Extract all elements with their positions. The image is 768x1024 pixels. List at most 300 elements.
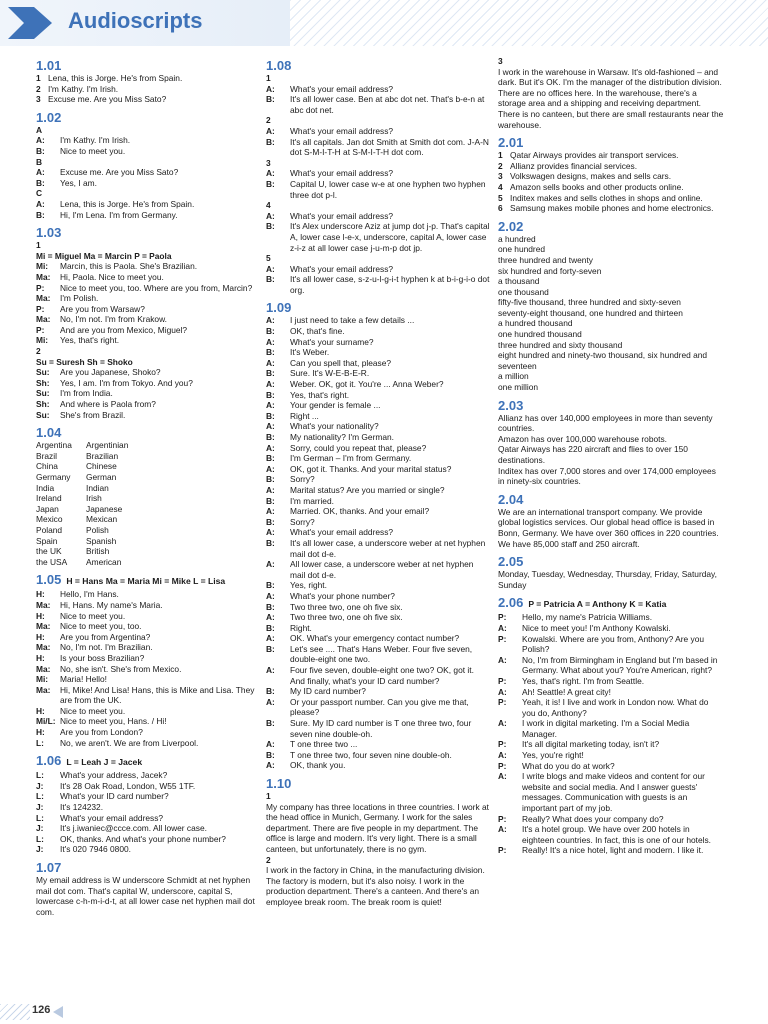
dialogue-text: Yes, right. <box>290 580 327 591</box>
speaker-label: J: <box>36 844 44 855</box>
speaker-label: A: <box>266 263 275 274</box>
dialogue-line <box>36 621 258 632</box>
track-number: 1.07 <box>36 860 62 875</box>
audioscript-section <box>498 219 724 393</box>
table-row <box>36 440 128 451</box>
item-text: Samsung makes mobile phones and home electronics. <box>510 203 714 214</box>
dialogue-line <box>266 347 490 358</box>
dialogue-text: No, she isn't. She's from Mexico. <box>60 663 182 674</box>
dialogue-line <box>36 378 258 389</box>
dialogue-text: Nice to meet you. <box>60 705 126 716</box>
speaker-label: A: <box>266 739 275 750</box>
dialogue-line <box>266 337 490 348</box>
subheading: 1 <box>266 73 271 83</box>
section-heading <box>498 595 724 612</box>
speaker-label: Ma: <box>36 621 51 632</box>
dialogue-text: I'm married. <box>290 495 334 506</box>
dialogue-text: Sorry? <box>290 474 315 485</box>
dialogue-text: It's 020 7946 0800. <box>60 844 131 855</box>
dialogue-text: She's from Brazil. <box>60 409 126 420</box>
footer-hatch-pattern <box>0 1004 30 1020</box>
item-text: Lena, this is Jorge. He's from Spain. <box>48 73 183 83</box>
dialogue-line <box>266 379 490 390</box>
dialogue-text: What's your email address? <box>290 210 394 221</box>
dialogue-text: Marcin, this is Paola. She's Brazilian. <box>60 261 198 272</box>
speaker-label: P: <box>498 675 507 686</box>
dialogue-text: What's your email address? <box>290 125 394 136</box>
paragraph-text: six hundred and forty-seven <box>498 265 602 276</box>
speaker-label: H: <box>36 727 45 738</box>
dialogue-line <box>266 686 490 697</box>
country-cell: India <box>36 482 55 493</box>
speaker-label: B: <box>266 622 275 633</box>
dialogue-text: I just need to take a few details ... <box>290 315 415 326</box>
nationality-cell: Brazilian <box>86 450 119 461</box>
dialogue-text: Nice to meet you! I'm Anthony Kowalski. <box>522 622 671 633</box>
dialogue-text: Hi, Mike! And Lisa! Hans, this is Mike and Lisa. They are from the UK. <box>60 684 255 706</box>
audioscript-section <box>498 554 724 590</box>
table-row <box>36 472 128 483</box>
dialogue-text: Right ... <box>290 410 319 421</box>
track-number: 1.10 <box>266 776 292 791</box>
nationality-cell: Spanish <box>86 535 117 546</box>
dialogue-text: Lena, this is Jorge. He's from Spain. <box>60 198 195 209</box>
speaker-label: B: <box>266 136 275 147</box>
paragraph-text: fifty-five thousand, three hundred and sixty-seven <box>498 297 681 308</box>
paragraph-text: I work in the warehouse in Warsaw. It's old-fashioned – and dark. But it's OK. I'm the manager of the distribution division. There are no offices here. In the warehouse, there's a storage area and a shipping and receiving department. There is no canteen, but there are small restaurants near the warehouse. <box>498 66 724 130</box>
speaker-label: A: <box>36 198 45 209</box>
table-row <box>36 514 128 525</box>
speaker-label: B: <box>266 432 275 442</box>
dialogue-text: Capital U, lower case w-e at one hyphen two hyphen three dot p-l. <box>290 178 486 200</box>
dialogue-line <box>266 718 490 739</box>
paragraph-text: a thousand <box>498 276 540 287</box>
subheading: 3 <box>498 56 503 66</box>
subheading: 2 <box>266 115 271 126</box>
dialogue-line <box>266 126 490 137</box>
country-cell: the UK <box>36 546 62 557</box>
audioscript-section <box>498 595 724 856</box>
dialogue-line <box>36 716 258 727</box>
speaker-label: Ma: <box>36 271 51 282</box>
dialogue-text: Your gender is female ... <box>290 400 381 411</box>
table-row <box>36 525 128 536</box>
track-number: 2.05 <box>498 554 524 570</box>
dialogue-text: Nice to meet you, too. Where are you from, Marcin? <box>60 282 253 293</box>
dialogue-text: I'm Kathy. I'm Irish. <box>60 135 131 146</box>
dialogue-line <box>36 399 258 410</box>
section-heading <box>36 58 258 73</box>
dialogue-line <box>36 834 258 845</box>
dialogue-text: No, I'm from Birmingham in England but I'm based in Germany. What about you? You're American, right? <box>522 654 718 676</box>
audioscript-section <box>36 110 258 220</box>
subheading: 2 <box>266 854 271 865</box>
dialogue-text: Hi, Hans. My name's Maria. <box>60 599 163 610</box>
speaker-label: A: <box>36 167 45 178</box>
speaker-label: Su: <box>36 367 50 378</box>
dialogue-line <box>498 655 724 676</box>
section-heading <box>36 110 258 125</box>
dialogue-line <box>266 633 490 644</box>
speaker-label: A: <box>498 654 507 665</box>
track-number: 2.02 <box>498 218 524 234</box>
dialogue-line <box>36 844 258 855</box>
speaker-label: B: <box>36 145 45 156</box>
speaker-label: J: <box>36 823 44 834</box>
speaker-label: A: <box>266 400 275 411</box>
paragraph-text: We are an international transport company. We provide global logistics services. Our global head office is based in Bonn, Germany. We have over 360 offices in 220 countries. We have 85,000 staff and 250 aircraft. <box>498 506 719 549</box>
paragraph-text: one hundred <box>498 244 546 255</box>
dialogue-text: Yes, that's right. <box>60 335 120 346</box>
subheading: 2 <box>36 346 41 357</box>
dialogue-text: What's your email address? <box>290 83 394 94</box>
speaker-label: B: <box>266 347 275 358</box>
dialogue-line <box>266 760 490 771</box>
item-number: 4 <box>498 181 503 192</box>
dialogue-line <box>266 432 490 443</box>
dialogue-line <box>36 304 258 315</box>
speaker-label: Ma: <box>36 314 51 325</box>
track-number: 2.04 <box>498 491 524 507</box>
dialogue-line <box>266 443 490 454</box>
dialogue-text: All lower case, a underscore weber at net hyphen mail dot d-e. <box>290 559 474 580</box>
dialogue-line <box>36 813 258 824</box>
dialogue-line <box>36 674 258 685</box>
audioscript-section <box>498 56 724 130</box>
dialogue-text: I work in digital marketing. I'm a Social Media Manager. <box>522 718 690 739</box>
paragraph-text: seventy-eight thousand, one hundred and thirteen <box>498 307 683 318</box>
speaker-label: A: <box>498 750 507 761</box>
nationality-cell: Polish <box>86 524 109 535</box>
dialogue-text: Nice to meet you. <box>60 145 126 156</box>
paragraph-text: Qatar Airways has 220 aircraft and flies to over 150 destinations. <box>498 444 688 465</box>
paragraph-text: one hundred thousand <box>498 329 582 340</box>
item-text: Allianz provides financial services. <box>510 160 638 171</box>
section-heading <box>498 492 724 507</box>
speaker-label: P: <box>498 739 507 750</box>
dialogue-text: I'm Polish. <box>60 293 99 304</box>
item-text: Qatar Airways provides air transport services. <box>510 150 679 161</box>
page-header <box>0 0 768 46</box>
paragraph-text: I work in the factory in China, in the manufacturing division. The factory is modern, but it's also noisy. I work in the production department. There's a canteen. And there's an employee break room. The break room is quiet! <box>266 865 485 907</box>
section-heading <box>36 572 258 589</box>
speaker-label: B: <box>266 516 275 527</box>
subheading: B <box>36 156 43 167</box>
speaker-label: P: <box>498 633 507 644</box>
dialogue-text: Are you from Warsaw? <box>60 303 145 314</box>
dialogue-line <box>266 411 490 422</box>
section-heading <box>36 860 258 875</box>
speaker-label: B: <box>266 601 275 612</box>
track-number: 1.08 <box>266 58 292 73</box>
dialogue-line <box>498 739 724 750</box>
dialogue-text: It's 124232. <box>60 802 104 813</box>
dialogue-line <box>498 718 724 739</box>
dialogue-line <box>36 664 258 675</box>
dialogue-text: T one three two, four seven nine double-oh. <box>290 749 452 760</box>
dialogue-line <box>36 791 258 802</box>
section-heading <box>266 776 490 791</box>
speaker-label: B: <box>36 177 45 188</box>
table-row <box>36 451 128 462</box>
subheading: Su = Suresh Sh = Shoko <box>36 356 133 367</box>
dialogue-text: Sure. My ID card number is T one three two, four seven nine double-oh. <box>290 718 472 739</box>
dialogue-text: It's 28 Oak Road, London, W55 1TF. <box>60 780 196 791</box>
subheading: 1 <box>266 791 271 801</box>
dialogue-line <box>36 367 258 378</box>
country-cell: Germany <box>36 472 71 482</box>
dialogue-text: Let's see .... That's Hans Weber. Four five seven, double-eight one two. <box>290 643 473 665</box>
speaker-label: Ma: <box>36 684 51 695</box>
speaker-key: H = Hans Ma = Maria Mi = Mike L = Lisa <box>66 576 226 587</box>
section-heading <box>36 425 258 440</box>
speaker-label: A: <box>266 760 275 771</box>
track-number: 2.01 <box>498 135 524 151</box>
speaker-label: P: <box>498 813 507 824</box>
speaker-label: H: <box>36 589 45 600</box>
dialogue-text: Can you spell that, please? <box>290 357 392 368</box>
speaker-label: J: <box>36 780 44 791</box>
speaker-label: A: <box>266 590 275 601</box>
speaker-label: Ma: <box>36 642 51 653</box>
dialogue-line <box>266 326 490 337</box>
dialogue-line <box>498 623 724 634</box>
dialogue-line <box>498 845 724 856</box>
dialogue-line <box>266 358 490 369</box>
dialogue-line <box>266 750 490 761</box>
dialogue-text: Nice to meet you, Hans. / Hi! <box>60 716 167 727</box>
audioscript-section <box>266 300 490 771</box>
dialogue-text: Or your passport number. Can you give me that, please? <box>290 696 469 718</box>
dialogue-line <box>36 178 258 189</box>
numbered-line <box>36 94 258 105</box>
dialogue-text: What's your nationality? <box>290 421 379 432</box>
speaker-label: H: <box>36 652 45 663</box>
dialogue-text: It's all capitals. Jan dot Smith at Smith dot com. J-A-N dot S-M-I-T-H at S-M-I-T-H dot com. <box>290 136 489 158</box>
item-text: Inditex makes and sells clothes in shops and online. <box>510 192 703 203</box>
numbered-line <box>36 73 258 84</box>
dialogue-line <box>266 137 490 158</box>
audioscript-section <box>498 492 724 549</box>
speaker-label: B: <box>266 580 275 591</box>
speaker-label: B: <box>266 537 275 548</box>
paragraph-text: Allianz has over 140,000 employees in more than seventy countries. <box>498 412 713 434</box>
speaker-label: P: <box>36 303 45 314</box>
dialogue-text: It's Weber. <box>290 347 330 358</box>
speaker-label: B: <box>266 495 275 506</box>
speaker-label: P: <box>498 697 507 708</box>
audioscript-section <box>266 58 490 295</box>
speaker-label: L: <box>36 833 44 844</box>
dialogue-line <box>36 632 258 643</box>
track-number: 1.05 <box>36 572 62 588</box>
section-heading <box>36 753 258 770</box>
dialogue-line <box>266 315 490 326</box>
audioscript-section <box>36 225 258 420</box>
dialogue-line <box>266 464 490 475</box>
speaker-label: A: <box>36 135 45 146</box>
dialogue-text: Sorry, could you repeat that, please? <box>290 442 427 453</box>
dialogue-text: Really! It's a nice hotel, light and modern. I like it. <box>522 845 704 856</box>
country-nationality-table <box>36 440 128 567</box>
speaker-label: Su: <box>36 409 50 420</box>
dialogue-text: Right. <box>290 622 312 633</box>
paragraph-text: eight hundred and ninety-two thousand, six hundred and seventeen <box>498 350 708 371</box>
speaker-label: L: <box>36 737 44 748</box>
audioscript-section <box>36 860 258 917</box>
dialogue-line <box>266 559 490 580</box>
track-number: 1.02 <box>36 109 62 125</box>
paragraph-text: three hundred and sixty thousand <box>498 339 623 350</box>
dialogue-line <box>266 368 490 379</box>
country-cell: Spain <box>36 535 58 546</box>
dialogue-text: Are you from Argentina? <box>60 631 151 642</box>
subheading: C <box>36 188 43 199</box>
dialogue-text: My ID card number? <box>290 686 366 697</box>
dialogue-text: Ah! Seattle! A great city! <box>522 686 611 697</box>
speaker-label: B: <box>266 94 275 105</box>
header-hatch-pattern <box>290 0 768 46</box>
dialogue-line <box>266 580 490 591</box>
track-number: 2.03 <box>498 397 524 413</box>
dialogue-text: Yes, that's right. I'm from Seattle. <box>522 675 645 686</box>
paragraph-text: a million <box>498 371 529 382</box>
dialogue-line <box>36 283 258 294</box>
dialogue-line <box>266 506 490 517</box>
speaker-label: B: <box>266 749 275 760</box>
speaker-label: B: <box>266 474 275 485</box>
section-heading <box>498 135 724 150</box>
subheading: A <box>36 124 43 135</box>
dialogue-line <box>36 685 258 706</box>
dialogue-line <box>36 706 258 717</box>
dialogue-text: Is your boss Brazilian? <box>60 652 145 663</box>
dialogue-text: Are you Japanese, Shoko? <box>60 367 161 378</box>
nationality-cell: Irish <box>86 493 102 504</box>
dialogue-line <box>498 634 724 655</box>
dialogue-text: It's all digital marketing today, isn't it? <box>522 739 660 750</box>
dialogue-text: Hi, Paola. Nice to meet you. <box>60 271 164 282</box>
dialogue-line <box>36 199 258 210</box>
speaker-label: A: <box>266 696 275 707</box>
nationality-cell: British <box>86 546 110 557</box>
dialogue-line <box>266 474 490 485</box>
nationality-cell: Chinese <box>86 461 117 472</box>
dialogue-text: OK. What's your emergency contact number? <box>290 633 460 644</box>
speaker-label: A: <box>266 612 275 623</box>
dialogue-text: It's all lower case, a underscore weber at net hyphen mail dot d-e. <box>290 537 486 559</box>
item-number: 3 <box>36 94 41 105</box>
dialogue-text: Yes, that's right. <box>290 389 350 400</box>
item-text: Excuse me. Are you Miss Sato? <box>48 94 167 105</box>
dialogue-line <box>498 676 724 687</box>
dialogue-line <box>266 602 490 613</box>
speaker-key: P = Patricia A = Anthony K = Katia <box>528 599 667 610</box>
dialogue-line <box>266 644 490 665</box>
dialogue-text: Marital status? Are you married or single? <box>290 484 445 495</box>
speaker-label: B: <box>266 389 275 400</box>
dialogue-line <box>266 274 490 295</box>
dialogue-text: It's Alex underscore Aziz at jump dot j-p. That's capital A, lower case l-e-x, underscore, capital A, lower case z-i-z at all lower case j-u-m-p dot jp. <box>290 221 490 253</box>
country-cell: Argentina <box>36 440 72 451</box>
dialogue-line <box>498 612 724 623</box>
speaker-label: P: <box>498 612 507 623</box>
speaker-label: A: <box>266 463 275 474</box>
speaker-label: B: <box>266 368 275 379</box>
table-row <box>36 483 128 494</box>
dialogue-line <box>36 272 258 283</box>
country-cell: the USA <box>36 556 68 567</box>
track-number: 1.06 <box>36 753 62 769</box>
dialogue-text: I write blogs and make videos and content for our website and social media. And I answer guests' messages. Communication with guests is an important part of my job. <box>522 771 705 814</box>
country-cell: China <box>36 461 58 472</box>
speaker-label: A: <box>266 357 275 368</box>
numbered-line <box>498 161 724 172</box>
dialogue-line <box>498 750 724 761</box>
audioscript-section <box>36 425 258 567</box>
paragraph-text: Amazon has over 100,000 warehouse robots. <box>498 433 668 444</box>
dialogue-line <box>266 211 490 222</box>
audioscript-section <box>36 572 258 748</box>
table-row <box>36 536 128 547</box>
numbered-line <box>498 171 724 182</box>
track-number: 2.06 <box>498 595 524 611</box>
speaker-label: A: <box>266 665 275 676</box>
dialogue-text: Married. OK, thanks. And your email? <box>290 506 430 517</box>
speaker-label: A: <box>266 83 275 94</box>
nationality-cell: American <box>86 556 122 567</box>
dialogue-text: Hi, I'm Lena. I'm from Germany. <box>60 209 178 220</box>
dialogue-line <box>266 421 490 432</box>
column-left <box>36 56 258 922</box>
speaker-label: H: <box>36 705 45 716</box>
paragraph-text: a hundred thousand <box>498 318 573 329</box>
dialogue-line <box>266 496 490 507</box>
subheading: 4 <box>266 200 271 211</box>
speaker-label: B: <box>266 221 275 232</box>
dialogue-text: T one three two ... <box>290 739 358 750</box>
speaker-label: P: <box>498 760 507 771</box>
dialogue-text: Really? What does your company do? <box>522 813 664 824</box>
speaker-label: Ma: <box>36 663 51 674</box>
dialogue-line <box>266 517 490 528</box>
numbered-line <box>498 203 724 214</box>
table-row <box>36 493 128 504</box>
speaker-label: Mi: <box>36 335 49 346</box>
dialogue-text: Two three two, one oh five six. <box>290 612 403 623</box>
dialogue-line <box>36 261 258 272</box>
dialogue-line <box>266 390 490 401</box>
dialogue-text: No, we aren't. We are from Liverpool. <box>60 737 199 748</box>
dialogue-line <box>36 410 258 421</box>
subheading: Mi = Miguel Ma = Marcin P = Paola <box>36 250 172 261</box>
dialogue-line <box>266 538 490 559</box>
speaker-label: A: <box>266 210 275 221</box>
dialogue-text: I'm German – I'm from Germany. <box>290 453 412 464</box>
speaker-label: A: <box>266 379 275 390</box>
dialogue-line <box>36 653 258 664</box>
track-number: 1.04 <box>36 425 62 441</box>
dialogue-line <box>498 824 724 845</box>
dialogue-text: OK, that's fine. <box>290 326 345 337</box>
dialogue-text: OK, thank you. <box>290 760 346 771</box>
speaker-label: B: <box>266 643 275 654</box>
item-number: 1 <box>498 150 503 161</box>
dialogue-text: It's all lower case. Ben at abc dot net. That's b-e-n at abc dot net. <box>290 94 485 115</box>
item-number: 6 <box>498 203 503 214</box>
speaker-label: Ma: <box>36 293 51 304</box>
dialogue-text: What's your ID card number? <box>60 791 169 802</box>
